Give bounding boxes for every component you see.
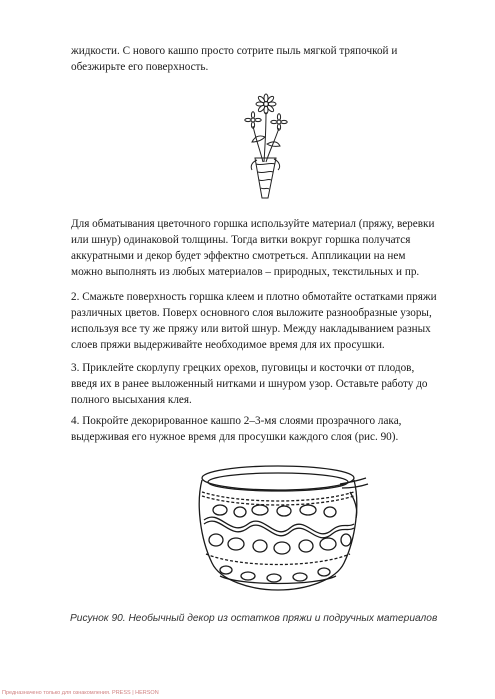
footer-watermark: Предназначено только для ознакомления. PRESS | HERSON	[2, 690, 159, 696]
paragraph-step-2: 2. Смажьте поверхность горшка клеем и плотно обмотайте остатками пряжи различных цветов. Поверх основного слоя выложите разнообразные узоры, используя все ту же пряжу или витой шнур. Между накладыванием разных слоев пряжи выдерживайте необходимое время для их просушки.	[71, 291, 437, 351]
paragraph-step-4: 4. Покройте декорированное кашпо 2–3-мя слоями прозрачного лака, выдерживая его нужное время для просушки каждого слоя (рис. 90).	[71, 415, 402, 443]
paragraph-material-tip: Для обматывания цветочного горшка используйте материал (пряжу, веревки или шнур) одинаковой толщины. Тогда витки вокруг горшка получатся аккуратными и декор будет эффектно смотреться. Аппликации на нем можно выполнять из любых материалов – природных, текстильных и пр.	[71, 218, 435, 278]
paragraph-intro-continued: жидкости. С нового кашпо просто сотрите пыль мягкой тряпочкой и обезжирьте его поверхность.	[71, 45, 398, 73]
figure-caption: Рисунок 90. Необычный декор из остатков пряжи и подручных материалов	[70, 613, 438, 624]
flower-bouquet-illustration	[238, 92, 294, 202]
decorated-pot-illustration	[190, 458, 370, 598]
paragraph-step-3: 3. Приклейте скорлупу грецких орехов, пуговицы и косточки от плодов, введя их в ранее выложенный нитками и шнуром узор. Оставьте работу до полного высыхания клея.	[71, 362, 428, 406]
